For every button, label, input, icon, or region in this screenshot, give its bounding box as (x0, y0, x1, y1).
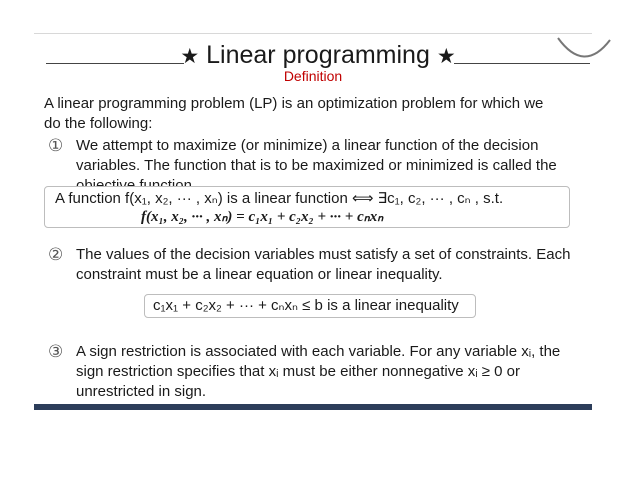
star-icon: ★ (436, 45, 456, 68)
slide-title (46, 42, 590, 70)
title-row (46, 42, 590, 68)
intro-paragraph: A linear programming problem (LP) is an optimization problem for which we do the following: (44, 95, 544, 132)
circled-number: ③ (48, 342, 64, 361)
slide-subtitle: Definition (283, 68, 343, 84)
inequality-line: c₁x₁ + c₂x₂ + ··· + cₙxₙ ≤ b is a linear inequality (153, 297, 459, 314)
inequality-box (144, 294, 476, 318)
circled-number: ① (48, 136, 64, 155)
definition-box (44, 186, 570, 228)
circled-number: ② (48, 245, 64, 264)
item-text: We attempt to maximize (or minimize) a linear function of the decision variables. The function that is to be maximized or minimized is called the (76, 137, 557, 174)
slide (34, 33, 592, 410)
definition-line-2: f(x₁, x₂, ··· , xₙ) = c₁x₁ + c₂x₂ + ··· + cₙxₙ (141, 209, 384, 225)
item-text: A sign restriction is associated with each variable. For any variable xᵢ, the sign restriction specifies that xᵢ must be either nonnegative xᵢ ≥ 0 or unrestricted in sign. (76, 343, 561, 400)
footer-bar (34, 404, 592, 410)
definition-line-1: A function f(x₁, x₂, ··· , xₙ) is a linear function ⟺ ∃c₁, c₂, ··· , cₙ , s.t. (55, 190, 504, 207)
item-text: The values of the decision variables must satisfy a set of constraints. Each constraint must be a linear equation or linear inequality. (76, 246, 571, 283)
star-icon: ★ (180, 45, 200, 68)
title-rule-right (454, 63, 590, 64)
title-text: Linear programming (206, 41, 430, 69)
